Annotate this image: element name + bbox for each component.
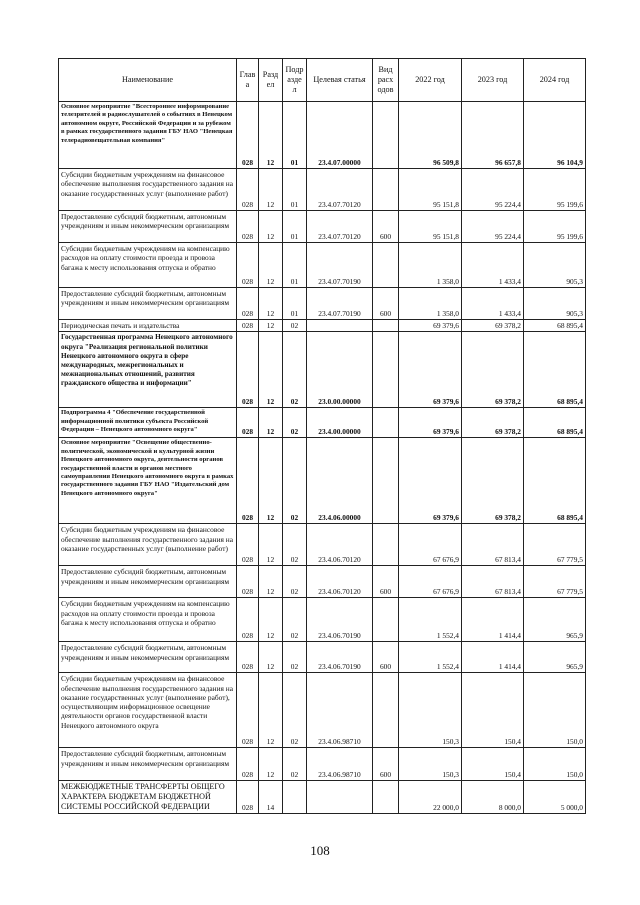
cell-2024: 150,0 bbox=[524, 748, 586, 781]
table-row bbox=[59, 524, 586, 566]
cell-2022: 22 000,0 bbox=[399, 781, 462, 814]
cell-name: Основное мероприятие "Освещение общественно-политической, экономической и культурной жизни Ненецкого автономного округа, деятельности органов государственной власти и органов местного самоуправления Ненецкого автономного округа в рамках государственного задания ГБУ НАО "Издательский дом Ненецкого автономного округа" bbox=[59, 438, 237, 524]
cell-glava: 028 bbox=[237, 169, 259, 211]
cell-2024: 68 895,4 bbox=[524, 408, 586, 438]
cell-razdel: 12 bbox=[259, 332, 283, 408]
cell-article: 23.4.07.00000 bbox=[307, 102, 373, 169]
cell-2022: 69 379,6 bbox=[399, 332, 462, 408]
cell-2023: 1 433,4 bbox=[462, 243, 524, 288]
cell-2024: 5 000,0 bbox=[524, 781, 586, 814]
cell-podrazdel: 01 bbox=[283, 102, 307, 169]
header-2024: 2024 год bbox=[524, 59, 586, 102]
cell-article: 23.4.07.70190 bbox=[307, 288, 373, 320]
cell-2023: 1 414,4 bbox=[462, 642, 524, 673]
header-name: Наименование bbox=[59, 59, 237, 102]
cell-2024: 965,9 bbox=[524, 642, 586, 673]
cell-razdel: 12 bbox=[259, 673, 283, 748]
table-row bbox=[59, 169, 586, 211]
cell-name: Субсидии бюджетным учреждениям на компенсацию расходов на оплату стоимости проезда и провоза багажа к месту использования отпуска и обратно bbox=[59, 243, 237, 288]
cell-exptype bbox=[373, 169, 399, 211]
cell-exptype bbox=[373, 243, 399, 288]
cell-2024: 68 895,4 bbox=[524, 320, 586, 332]
cell-2022: 150,3 bbox=[399, 673, 462, 748]
table-body bbox=[59, 102, 586, 814]
cell-2022: 1 358,0 bbox=[399, 243, 462, 288]
cell-glava: 028 bbox=[237, 642, 259, 673]
cell-2023: 8 000,0 bbox=[462, 781, 524, 814]
cell-podrazdel: 01 bbox=[283, 288, 307, 320]
cell-glava: 028 bbox=[237, 781, 259, 814]
cell-name: Подпрограмма 4 "Обеспечение государственной информационной политики субъекта Российской Федерации – Ненецкого автономного округа" bbox=[59, 408, 237, 438]
table-row bbox=[59, 288, 586, 320]
header-razdel: Разд ел bbox=[259, 59, 283, 102]
cell-exptype bbox=[373, 781, 399, 814]
table-row bbox=[59, 566, 586, 598]
header-exptype: Вид расх одов bbox=[373, 59, 399, 102]
cell-razdel: 12 bbox=[259, 102, 283, 169]
cell-2024: 95 199,6 bbox=[524, 211, 586, 243]
cell-exptype bbox=[373, 408, 399, 438]
cell-glava: 028 bbox=[237, 320, 259, 332]
cell-podrazdel: 02 bbox=[283, 408, 307, 438]
cell-article: 23.4.06.98710 bbox=[307, 748, 373, 781]
cell-2022: 1 552,4 bbox=[399, 642, 462, 673]
cell-2022: 1 358,0 bbox=[399, 288, 462, 320]
cell-glava: 028 bbox=[237, 243, 259, 288]
cell-2023: 150,4 bbox=[462, 748, 524, 781]
cell-podrazdel: 02 bbox=[283, 438, 307, 524]
cell-exptype bbox=[373, 102, 399, 169]
cell-name: Субсидии бюджетным учреждениям на финансовое обеспечение выполнения государственного задания на оказание государственных услуг (выполнение работ) bbox=[59, 169, 237, 211]
cell-podrazdel: 02 bbox=[283, 673, 307, 748]
cell-podrazdel: 01 bbox=[283, 169, 307, 211]
cell-article: 23.4.06.70120 bbox=[307, 524, 373, 566]
cell-exptype: 600 bbox=[373, 642, 399, 673]
cell-2022: 67 676,9 bbox=[399, 566, 462, 598]
cell-2024: 95 199,6 bbox=[524, 169, 586, 211]
cell-podrazdel: 02 bbox=[283, 320, 307, 332]
cell-2022: 95 151,8 bbox=[399, 211, 462, 243]
cell-exptype: 600 bbox=[373, 566, 399, 598]
cell-glava: 028 bbox=[237, 438, 259, 524]
cell-glava: 028 bbox=[237, 288, 259, 320]
cell-podrazdel: 02 bbox=[283, 598, 307, 642]
cell-exptype: 600 bbox=[373, 211, 399, 243]
header-glava: Глав а bbox=[237, 59, 259, 102]
cell-podrazdel: 02 bbox=[283, 332, 307, 408]
cell-2024: 150,0 bbox=[524, 673, 586, 748]
table-row bbox=[59, 332, 586, 408]
cell-podrazdel: 02 bbox=[283, 524, 307, 566]
cell-2023: 96 657,8 bbox=[462, 102, 524, 169]
cell-exptype bbox=[373, 320, 399, 332]
cell-name: Основное мероприятие "Всестороннее информирование телезрителей и радиослушателей о событиях в Ненецком автономном округе, Российской Федерации и за рубежом в рамках государственного задания ГБУ НАО "Ненецкая телерадиовещательная компания" bbox=[59, 102, 237, 169]
cell-razdel: 12 bbox=[259, 748, 283, 781]
cell-article: 23.4.07.70190 bbox=[307, 243, 373, 288]
cell-podrazdel: 02 bbox=[283, 642, 307, 673]
cell-name: Государственная программа Ненецкого автономного округа "Реализация региональной политики Ненецкого автономного округа в сфере международных, межрегиональных и межнациональных отношений, развития гражданского общества и информации" bbox=[59, 332, 237, 408]
cell-exptype: 600 bbox=[373, 288, 399, 320]
cell-razdel: 12 bbox=[259, 598, 283, 642]
cell-razdel: 12 bbox=[259, 524, 283, 566]
cell-2023: 95 224,4 bbox=[462, 211, 524, 243]
table-row bbox=[59, 673, 586, 748]
cell-article: 23.4.06.70190 bbox=[307, 598, 373, 642]
cell-exptype bbox=[373, 332, 399, 408]
cell-2022: 69 379,6 bbox=[399, 438, 462, 524]
cell-razdel: 12 bbox=[259, 288, 283, 320]
cell-article bbox=[307, 320, 373, 332]
cell-article: 23.4.06.70190 bbox=[307, 642, 373, 673]
header-article: Целевая статья bbox=[307, 59, 373, 102]
table-row bbox=[59, 320, 586, 332]
cell-2022: 69 379,6 bbox=[399, 320, 462, 332]
cell-name: Предоставление субсидий бюджетным, автономным учреждениям и иным некоммерческим организациям bbox=[59, 566, 237, 598]
cell-name: МЕЖБЮДЖЕТНЫЕ ТРАНСФЕРТЫ ОБЩЕГО ХАРАКТЕРА БЮДЖЕТАМ БЮДЖЕТНОЙ СИСТЕМЫ РОССИЙСКОЙ ФЕДЕРАЦИИ bbox=[59, 781, 237, 814]
cell-2023: 69 378,2 bbox=[462, 408, 524, 438]
cell-razdel: 14 bbox=[259, 781, 283, 814]
cell-2024: 96 104,9 bbox=[524, 102, 586, 169]
cell-2023: 1 414,4 bbox=[462, 598, 524, 642]
table-row bbox=[59, 438, 586, 524]
cell-2023: 69 378,2 bbox=[462, 320, 524, 332]
cell-exptype bbox=[373, 438, 399, 524]
cell-name: Субсидии бюджетным учреждениям на компенсацию расходов на оплату стоимости проезда и провоза багажа к месту использования отпуска и обратно bbox=[59, 598, 237, 642]
cell-2022: 69 379,6 bbox=[399, 408, 462, 438]
cell-2022: 67 676,9 bbox=[399, 524, 462, 566]
cell-article: 23.0.00.00000 bbox=[307, 332, 373, 408]
table-row bbox=[59, 243, 586, 288]
cell-2023: 69 378,2 bbox=[462, 332, 524, 408]
cell-glava: 028 bbox=[237, 408, 259, 438]
cell-razdel: 12 bbox=[259, 320, 283, 332]
cell-glava: 028 bbox=[237, 566, 259, 598]
cell-article: 23.4.06.00000 bbox=[307, 438, 373, 524]
cell-glava: 028 bbox=[237, 748, 259, 781]
table-header-row bbox=[59, 59, 586, 102]
cell-exptype bbox=[373, 524, 399, 566]
cell-article: 23.4.00.00000 bbox=[307, 408, 373, 438]
cell-article: 23.4.07.70120 bbox=[307, 211, 373, 243]
cell-2024: 68 895,4 bbox=[524, 332, 586, 408]
cell-2022: 1 552,4 bbox=[399, 598, 462, 642]
cell-name: Периодическая печать и издательства bbox=[59, 320, 237, 332]
cell-2024: 67 779,5 bbox=[524, 566, 586, 598]
cell-2023: 95 224,4 bbox=[462, 169, 524, 211]
table-row bbox=[59, 598, 586, 642]
cell-podrazdel: 01 bbox=[283, 243, 307, 288]
cell-2024: 68 895,4 bbox=[524, 438, 586, 524]
cell-razdel: 12 bbox=[259, 642, 283, 673]
cell-2024: 905,3 bbox=[524, 243, 586, 288]
header-2023: 2023 год bbox=[462, 59, 524, 102]
cell-name: Предоставление субсидий бюджетным, автономным учреждениям и иным некоммерческим организациям bbox=[59, 211, 237, 243]
cell-razdel: 12 bbox=[259, 211, 283, 243]
cell-article: 23.4.06.98710 bbox=[307, 673, 373, 748]
cell-razdel: 12 bbox=[259, 408, 283, 438]
cell-glava: 028 bbox=[237, 673, 259, 748]
budget-table bbox=[58, 58, 586, 814]
cell-glava: 028 bbox=[237, 598, 259, 642]
page-number: 108 bbox=[310, 843, 330, 858]
cell-exptype bbox=[373, 598, 399, 642]
cell-name: Предоставление субсидий бюджетным, автономным учреждениям и иным некоммерческим организациям bbox=[59, 288, 237, 320]
cell-razdel: 12 bbox=[259, 438, 283, 524]
table-row bbox=[59, 211, 586, 243]
cell-article: 23.4.07.70120 bbox=[307, 169, 373, 211]
cell-razdel: 12 bbox=[259, 243, 283, 288]
cell-podrazdel: 01 bbox=[283, 211, 307, 243]
cell-podrazdel: 02 bbox=[283, 566, 307, 598]
cell-2022: 96 509,8 bbox=[399, 102, 462, 169]
cell-exptype bbox=[373, 673, 399, 748]
cell-podrazdel: 02 bbox=[283, 748, 307, 781]
cell-glava: 028 bbox=[237, 211, 259, 243]
header-podrazdel: Подр азде л bbox=[283, 59, 307, 102]
cell-glava: 028 bbox=[237, 332, 259, 408]
cell-name: Субсидии бюджетным учреждениям на финансовое обеспечение выполнения государственного задания на оказание государственных услуг (выполнение работ) bbox=[59, 524, 237, 566]
cell-2024: 905,3 bbox=[524, 288, 586, 320]
cell-name: Предоставление субсидий бюджетным, автономным учреждениям и иным некоммерческим организациям bbox=[59, 748, 237, 781]
cell-razdel: 12 bbox=[259, 169, 283, 211]
cell-exptype: 600 bbox=[373, 748, 399, 781]
cell-2023: 150,4 bbox=[462, 673, 524, 748]
cell-razdel: 12 bbox=[259, 566, 283, 598]
cell-2024: 965,9 bbox=[524, 598, 586, 642]
cell-2024: 67 779,5 bbox=[524, 524, 586, 566]
cell-name: Субсидии бюджетным учреждениям на финансовое обеспечение выполнения государственного задания на оказание государственных услуг (выполнение работ), осуществляющим информационное освещение деятельности органов государственной власти Ненецкого автономного округа bbox=[59, 673, 237, 748]
cell-glava: 028 bbox=[237, 524, 259, 566]
header-2022: 2022 год bbox=[399, 59, 462, 102]
budget-table-sheet bbox=[58, 58, 585, 814]
table-row bbox=[59, 642, 586, 673]
cell-2023: 1 433,4 bbox=[462, 288, 524, 320]
cell-2023: 67 813,4 bbox=[462, 566, 524, 598]
table-row bbox=[59, 748, 586, 781]
table-row bbox=[59, 781, 586, 814]
cell-2022: 95 151,8 bbox=[399, 169, 462, 211]
table-row bbox=[59, 408, 586, 438]
cell-glava: 028 bbox=[237, 102, 259, 169]
cell-podrazdel bbox=[283, 781, 307, 814]
cell-2023: 67 813,4 bbox=[462, 524, 524, 566]
table-row bbox=[59, 102, 586, 169]
cell-2023: 69 378,2 bbox=[462, 438, 524, 524]
cell-article: 23.4.06.70120 bbox=[307, 566, 373, 598]
cell-article bbox=[307, 781, 373, 814]
cell-name: Предоставление субсидий бюджетным, автономным учреждениям и иным некоммерческим организациям bbox=[59, 642, 237, 673]
cell-2022: 150,3 bbox=[399, 748, 462, 781]
